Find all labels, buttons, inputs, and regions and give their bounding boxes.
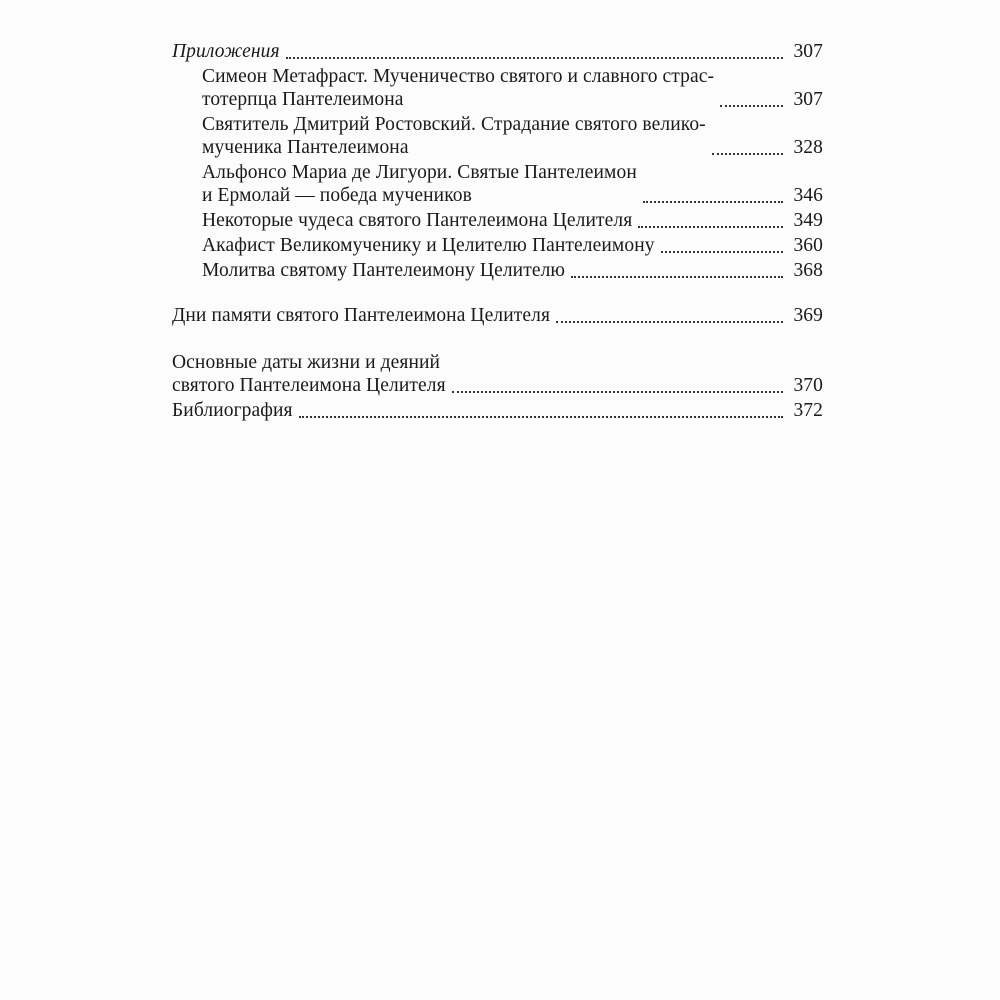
toc-entry-dimitry [172, 113, 823, 159]
toc-entry-line: Основные даты жизни и деяний [172, 352, 441, 373]
toc-entry-memory-days [172, 304, 823, 327]
toc-page-number: 328 [793, 137, 823, 158]
toc-entry-bibliography [172, 399, 823, 422]
toc-entry-line: Святитель Дмитрий Ростовский. Страдание святого велико- [202, 114, 706, 135]
dot-leader [720, 95, 783, 107]
toc-page-number: 368 [793, 260, 823, 281]
dot-leader [638, 216, 783, 228]
toc-entry-line: и Ермолай — победа мучеников [202, 185, 472, 206]
toc-entry-title [202, 234, 655, 257]
toc-entry-title [202, 161, 637, 207]
toc-entry-metaphrast [172, 65, 823, 111]
toc-entry-line: Некоторые чудеса святого Пантелеимона Целителя [202, 210, 633, 231]
toc-section-appendices [172, 40, 823, 63]
toc-entry-title [202, 259, 565, 282]
toc-entry-line: святого Пантелеимона Целителя [172, 375, 446, 396]
toc-entry-title: Библиография [172, 400, 293, 421]
toc-entry-line: тотерпца Пантелеимона [202, 89, 404, 110]
toc-entry-key-dates [172, 351, 823, 397]
toc-page-number: 360 [793, 235, 823, 256]
toc-entry-line: Альфонсо Мариа де Лигуори. Святые Пантелеимон [202, 162, 637, 183]
toc-page-number: 369 [793, 305, 823, 326]
dot-leader [556, 311, 783, 323]
toc-entry-line: Молитва святому Пантелеимону Целителю [202, 260, 566, 281]
toc-page-number: 370 [793, 375, 823, 396]
toc-entry-title [202, 209, 632, 232]
toc-entry-liguori [172, 161, 823, 207]
toc-page-number: 307 [793, 89, 823, 110]
toc-entry-akathist [172, 234, 823, 257]
dot-leader [661, 241, 783, 253]
toc-page-number: 346 [793, 185, 823, 206]
dot-leader [452, 381, 783, 393]
dot-leader [571, 266, 783, 278]
toc-entry-prayer [172, 259, 823, 282]
toc-entry-title [202, 113, 706, 159]
toc-entry-title [202, 65, 714, 111]
toc-entry-title: Дни памяти святого Пантелеимона Целителя [172, 305, 551, 326]
dot-leader [299, 406, 783, 418]
dot-leader [712, 143, 783, 155]
dot-leader [643, 191, 783, 203]
table-of-contents [172, 40, 823, 422]
toc-page-number: 307 [793, 41, 823, 62]
toc-entry-line: мученика Пантелеимона [202, 137, 409, 158]
toc-section-label: Приложения [172, 41, 280, 62]
dot-leader [286, 47, 783, 59]
toc-entry-line: Акафист Великомученику и Целителю Пантелеимону [202, 235, 655, 256]
toc-entry-title [172, 351, 446, 397]
toc-entry-miracles [172, 209, 823, 232]
toc-page-number: 349 [793, 210, 823, 231]
toc-entry-line: Симеон Метафраст. Мученичество святого и славного страс- [202, 66, 715, 87]
toc-page-number: 372 [793, 400, 823, 421]
